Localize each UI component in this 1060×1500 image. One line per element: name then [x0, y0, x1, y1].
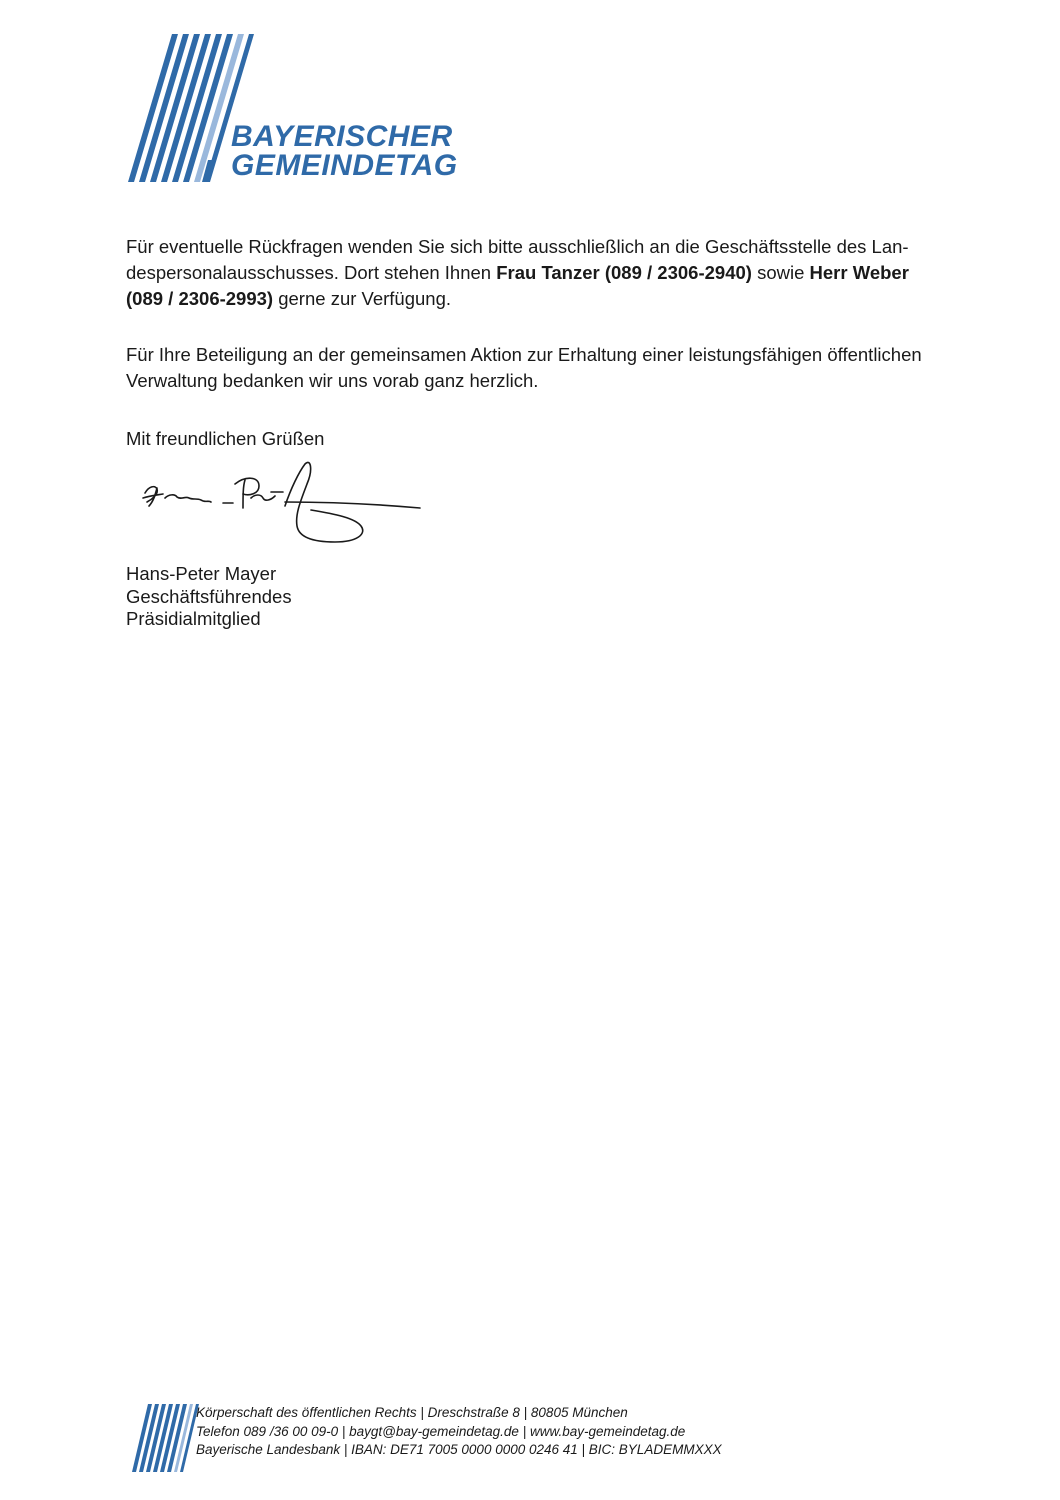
- paragraph-contacts-end: gerne zur Verfügung.: [273, 288, 452, 309]
- contact-tanzer: Frau Tanzer (089 / 2306-2940): [496, 262, 752, 283]
- letter-body: [126, 234, 976, 424]
- footer-address: [196, 1404, 722, 1460]
- paragraph-contacts-connector: sowie: [751, 262, 810, 283]
- paragraph-contacts: [126, 234, 976, 312]
- handwritten-signature-icon: [135, 458, 425, 553]
- footer-line-address: Körperschaft des öffentlichen Rechts | Dreschstraße 8 | 80805 München: [196, 1405, 628, 1420]
- organization-name-line2: GEMEINDETAG: [231, 149, 458, 182]
- footer-line-bank: Bayerische Landesbank | IBAN: DE71 7005 0000 0000 0246 41 | BIC: BYLADEMMXXX: [196, 1442, 722, 1457]
- sender-block: [126, 563, 292, 631]
- paragraph-contacts-intro: Für eventuelle Rückfragen wenden Sie sich bitte ausschließlich an die Geschäftsstelle des Lan-despersonalausschusses. Dort stehen Ihnen: [126, 236, 909, 283]
- sender-title-line1: Geschäftsführendes: [126, 585, 292, 607]
- footer-line-contact: Telefon 089 /36 00 09-0 | baygt@bay-gemeindetag.de | www.bay-gemeindetag.de: [196, 1423, 686, 1439]
- paragraph-thanks: Für Ihre Beteiligung an der gemeinsamen Aktion zur Erhaltung einer leistungsfähigen öffentlichen Verwaltung bedanken wir uns vorab ganz herzlich.: [126, 344, 922, 391]
- letterhead-logo: [126, 32, 486, 187]
- organization-name: [231, 122, 458, 180]
- footer-stripes-logo-icon: [130, 1402, 200, 1474]
- closing-salutation: Mit freundlichen Grüßen: [126, 428, 325, 449]
- contact-weber-name: Herr Weber: [809, 262, 909, 283]
- sender-name: Hans-Peter Mayer: [126, 563, 277, 584]
- sender-title-line2: Präsidialmitglied: [126, 608, 261, 629]
- organization-name-line1: BAYERISCHER: [231, 120, 453, 153]
- contact-weber-phone: (089 / 2306-2993): [126, 288, 274, 309]
